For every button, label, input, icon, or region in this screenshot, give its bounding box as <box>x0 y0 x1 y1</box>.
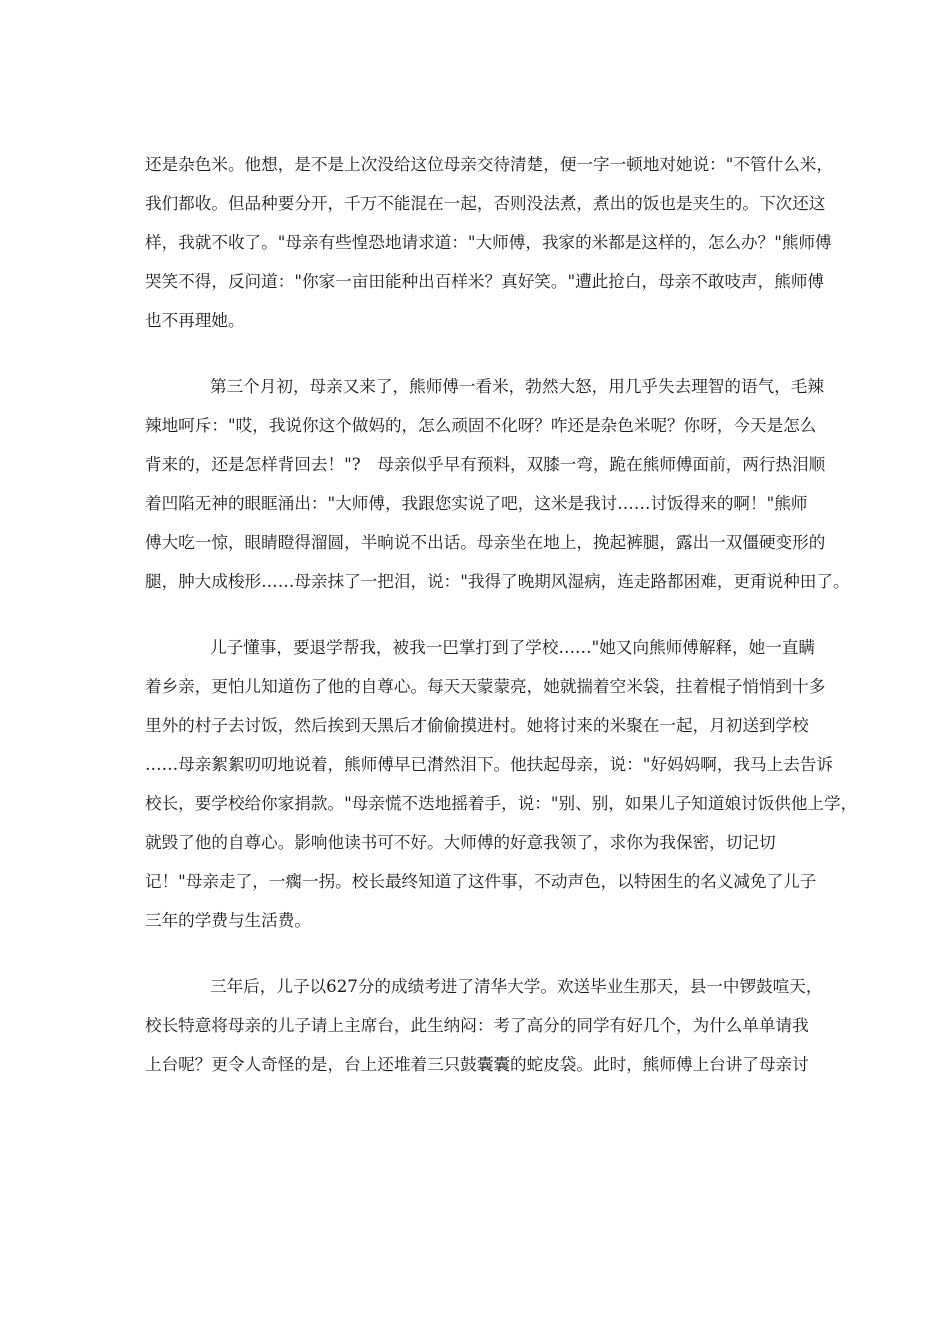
text-line: 上台呢？更令人奇怪的是，台上还堆着三只鼓囊囊的蛇皮袋。此时，熊师傅上台讲了母亲讨 <box>145 1055 809 1074</box>
text-line: 背来的，还是怎样背回去！"? 母亲似乎早有预料，双膝一弯，跪在熊师傅面前，两行热泪顺 <box>145 455 826 474</box>
text-line: 就毁了他的自尊心。影响他读书可不好。大师傅的好意我领了，求你为我保密，切记切 <box>145 833 776 852</box>
text-line: 校长，要学校给你家捐款。"母亲慌不迭地摇着手，说："别、别，如果儿子知道娘讨饭供他上学， <box>145 794 858 813</box>
text-line: 记！"母亲走了，一瘸一拐。校长最终知道了这件事，不动声色，以特困生的名义减免了儿子 <box>145 872 817 891</box>
text-line: 腿，肿大成梭形……母亲抹了一把泪，说："我得了晚期风湿病，连走路都困难，更甭说种田了。 <box>145 572 850 591</box>
paragraph-first-line: 儿子懂事，要退学帮我，被我一巴掌打到了学校……"她又向熊师傅解释，她一直瞒 <box>210 638 816 657</box>
paragraph-first-line: 三年后，儿子以627分的成绩考进了清华大学。欢送毕业生那天，县一中锣鼓喧天， <box>210 977 823 996</box>
text-line: 着凹陷无神的眼眶涌出："大师傅，我跟您实说了吧，这米是我讨……讨饭得来的啊！"熊师 <box>145 494 808 513</box>
paragraph-first-line: 第三个月初，母亲又来了，熊师傅一看米，勃然大怒，用几乎失去理智的语气，毛辣 <box>210 377 824 396</box>
text-line: 着乡亲，更怕儿知道伤了他的自尊心。每天天蒙蒙亮，她就揣着空米袋，拄着棍子悄悄到十多 <box>145 677 826 696</box>
text-line: 里外的村子去讨饭，然后挨到天黑后才偷偷摸进村。她将讨来的米聚在一起，月初送到学校 <box>145 716 809 735</box>
text-line: 傅大吃一惊，眼睛瞪得溜圆，半晌说不出话。母亲坐在地上，挽起裤腿，露出一双僵硬变形的 <box>145 533 826 552</box>
text-line: 三年的学费与生活费。 <box>145 911 311 930</box>
text-line: 校长特意将母亲的儿子请上主席台，此生纳闷：考了高分的同学有好几个，为什么单单请我 <box>145 1016 809 1035</box>
text-line: 我们都收。但品种要分开，千万不能混在一起，否则没法煮，煮出的饭也是夹生的。下次还这 <box>145 194 826 213</box>
text-line: 样，我就不收了。"母亲有些惶恐地请求道："大师傅，我家的米都是这样的，怎么办？"熊师傅 <box>145 233 832 252</box>
text-line: 哭笑不得，反问道："你家一亩田能种出百样米？真好笑。"遭此抢白，母亲不敢吱声，熊师傅 <box>145 272 825 291</box>
text-line: 辣地呵斥："哎，我说你这个做妈的，怎么顽固不化呀？咋还是杂色米呢？你呀，今天是怎么 <box>145 416 817 435</box>
text-line: 也不再理她。 <box>145 311 245 330</box>
text-line: ……母亲絮絮叨叨地说着，熊师傅早已潸然泪下。他扶起母亲，说："好妈妈啊，我马上去告诉 <box>145 755 833 774</box>
text-line: 还是杂色米。他想，是不是上次没给这位母亲交待清楚，便一字一顿地对她说："不管什么米， <box>145 155 833 174</box>
